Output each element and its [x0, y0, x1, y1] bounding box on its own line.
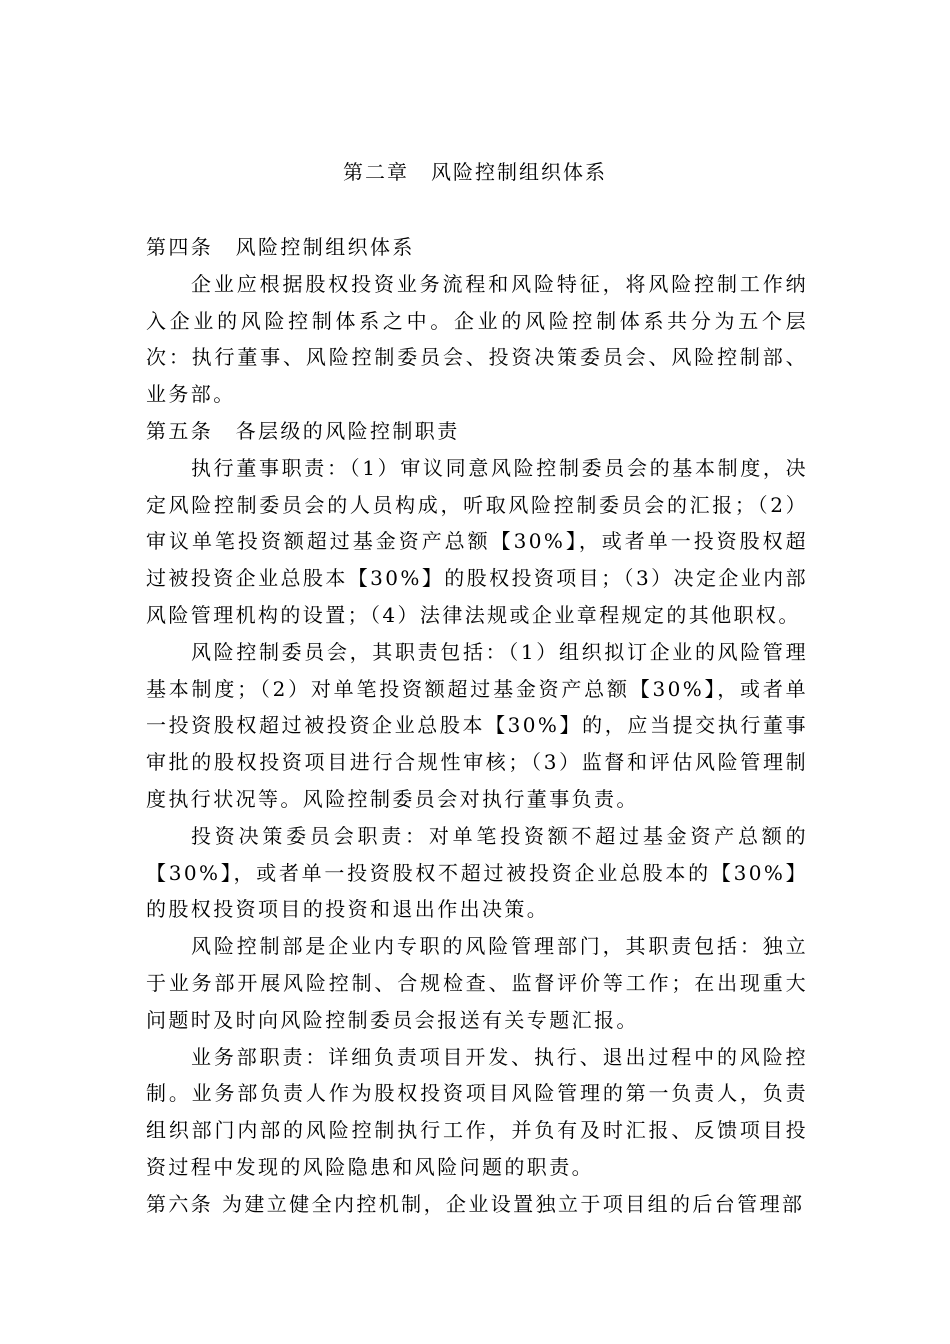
- article-5-paragraph-risk-department: 风险控制部是企业内专职的风险管理部门，其职责包括：独立于业务部开展风险控制、合规检查、监督评价等工作；在出现重大问题时及时向风险控制委员会报送有关专题汇报。: [146, 934, 808, 1032]
- article-5-paragraph-investment-committee: 投资决策委员会职责：对单笔投资额不超过基金资产总额的【30%】，或者单一投资股权不超过被投资企业总股本的【30%】的股权投资项目的投资和退出作出决策。: [146, 823, 808, 922]
- article-5-paragraph-executive-director: 执行董事职责：（1）审议同意风险控制委员会的基本制度，决定风险控制委员会的人员构成，听取风险控制委员会的汇报；（2）审议单笔投资额超过基金资产总额【30%】，或者单一投资股权超过被投资企业总股本【30%】的股权投资项目；（3）决定企业内部风险管理机构的设置；（4）法律法规或企业章程规定的其他职权。: [146, 455, 808, 627]
- article-4-paragraph-1: 企业应根据股权投资业务流程和风险特征，将风险控制工作纳入企业的风险控制体系之中。企业的风险控制体系共分为五个层次：执行董事、风险控制委员会、投资决策委员会、风险控制部、业务部。: [146, 271, 808, 407]
- article-6-paragraph-1: 为建立健全内控机制，企业设置独立于项目组的后台管理部: [221, 1191, 805, 1216]
- article-5-heading: 第五条 各层级的风险控制职责: [146, 418, 460, 443]
- article-6: [146, 1186, 808, 1223]
- chapter-title: 第二章 风险控制组织体系: [343, 160, 607, 184]
- article-5-paragraph-business-department: 业务部职责：详细负责项目开发、执行、退出过程中的风险控制。业务部负责人作为股权投资项目风险管理的第一负责人，负责组织部门内部的风险控制执行工作，并负有及时汇报、反馈项目投资过程中发现的风险隐患和风险问题的职责。: [146, 1044, 808, 1179]
- article-5-paragraph-risk-committee: 风险控制委员会，其职责包括：（1）组织拟订企业的风险管理基本制度；（2）对单笔投资额超过基金资产总额【30%】，或者单一投资股权超过被投资企业总股本【30%】的，应当提交执行董事审批的股权投资项目进行合规性审核；（3）监督和评估风险管理制度执行状况等。风险控制委员会对执行董事负责。: [146, 639, 808, 811]
- document-body: [146, 229, 808, 1223]
- article-6-heading: 第六条: [146, 1191, 214, 1216]
- article-4-heading: 第四条 风险控制组织体系: [146, 235, 415, 259]
